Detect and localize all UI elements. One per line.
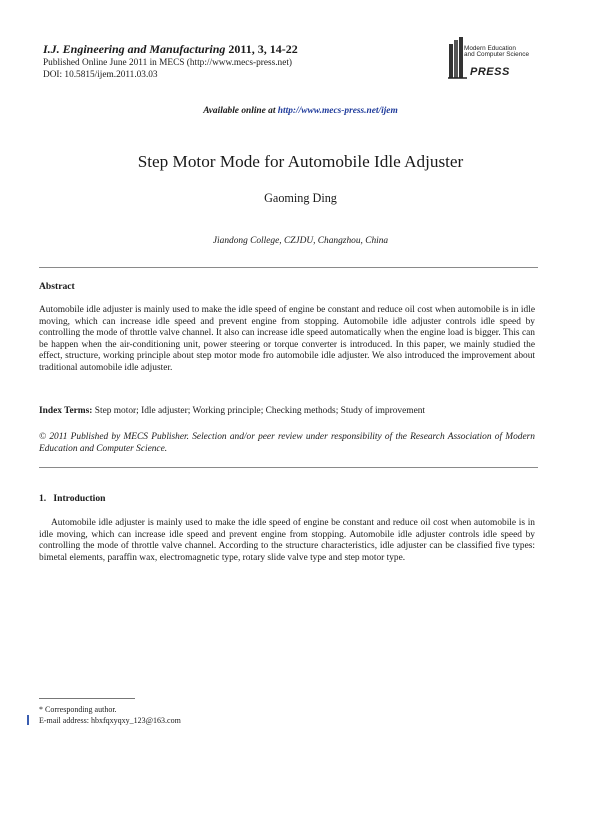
journal-name: I.J. Engineering and Manufacturing <box>43 42 226 56</box>
logo-text: Modern Education and Computer Science <box>464 45 530 59</box>
index-terms-list: Step motor; Idle adjuster; Working principle; Checking methods; Study of improvement <box>94 406 426 416</box>
logo-press: PRESS <box>470 66 510 78</box>
abstract-text: Automobile idle adjuster is mainly used to make the idle speed of engine be constant and reduce oil cost when automobile is in idle moving, which can increase idle speed and prevent engine from stopping. Automobile idle adjuster controls idle speed by controlling the mode of throttle valve channel. It also can increase idle speed automatically when the engine load is bigger. This can be happen when the air-conditioning unit, power steering or torque converter is introduced. In this paper, we mainly studied the effect, structure, working principle about step motor mode fro automobile idle adjuster. We also introduced the improvement about traditional automobile idle adjuster. <box>39 305 535 373</box>
footnote-divider <box>39 698 135 699</box>
abstract-heading: Abstract <box>39 281 75 292</box>
doi-line: DOI: 10.5815/ijem.2011.03.03 <box>43 70 158 80</box>
index-terms-label: Index Terms: <box>39 406 93 416</box>
divider <box>39 467 538 468</box>
publisher-logo <box>448 34 563 82</box>
index-terms <box>39 406 425 416</box>
journal-issue: 2011, 3, 14-22 <box>228 42 298 56</box>
paper-affiliation: Jiandong College, CZJDU, Changzhou, China <box>212 236 389 246</box>
footnote-email: E-mail address: hbxfqxyqxy_123@163.com <box>39 716 181 725</box>
journal-header <box>43 42 298 57</box>
footnote-corresponding: * Corresponding author. <box>39 705 117 714</box>
availability-line <box>0 106 601 116</box>
paper-author: Gaoming Ding <box>264 191 337 205</box>
section-heading-introduction: 1. Introduction <box>39 493 106 504</box>
paper-title: Step Motor Mode for Automobile Idle Adjuster <box>137 152 464 171</box>
divider <box>39 267 538 268</box>
journal-url-link[interactable]: http://www.mecs-press.net/ijem <box>277 106 398 116</box>
copyright-notice: © 2011 Published by MECS Publisher. Selection and/or peer review under responsibility of the Research Association of Modern Education and Computer Science. <box>39 432 535 455</box>
margin-marker <box>27 715 29 725</box>
availability-prefix: Available online at <box>203 106 276 116</box>
published-line: Published Online June 2011 in MECS (http://www.mecs-press.net) <box>43 58 293 68</box>
introduction-text: Automobile idle adjuster is mainly used to make the idle speed of engine be constant and reduce oil cost when automobile is in idle moving, which can increase idle speed and prevent engine from stopping. Automobile idle adjuster controls idle speed by controlling the mode of throttle valve channel. According to the structure characteristics, idle adjuster can be classified five types: bimetal elements, paraffin wax, electromagnetic type, rotary slide valve type and step motor type. <box>39 518 535 563</box>
